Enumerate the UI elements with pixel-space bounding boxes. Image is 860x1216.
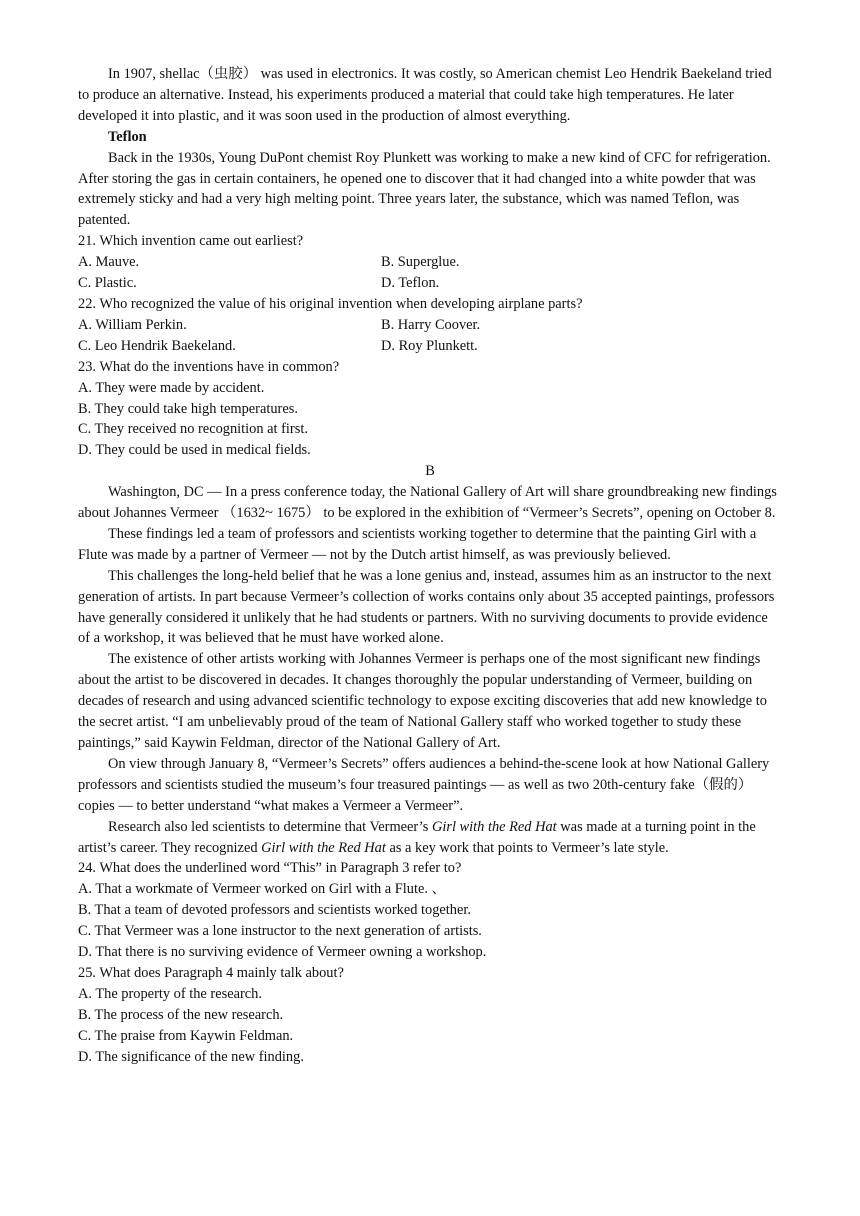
question-21-option-c: C. Plastic. xyxy=(78,275,137,292)
question-22-option-c: C. Leo Hendrik Baekeland. xyxy=(78,337,236,354)
section-heading-teflon: Teflon xyxy=(108,128,147,145)
question-22-option-d: D. Roy Plunkett. xyxy=(381,337,478,354)
painting-title: Girl with the Red Hat xyxy=(431,818,557,835)
paragraph-b-4: The existence of other artists working with Johannes Vermeer is perhaps one of the most significant new findings about the artist to be discovered in decades. It changes thoroughly the popular understanding of Vermeer, building on decades of research and using advanced scientific technology to expose exciting discoveries that add new knowledge to the secret artist. “I am unbelievably proud of the team of National Gallery staff who worked together to study these paintings,” said Kaywin Feldman, director of the National Gallery of Art. xyxy=(78,651,767,751)
question-24-stem: 24. What does the underlined word “This” in Paragraph 3 refer to? xyxy=(78,860,462,877)
paragraph-b-5: On view through January 8, “Vermeer’s Secrets” offers audiences a behind-the-scene look at how National Gallery professors and scientists studied the museum’s four treasured paintings — as well as two 20th-century fake（假的） copies — to better understand “what makes a Vermeer a Vermeer”. xyxy=(78,755,770,814)
paragraph-b-6 xyxy=(78,817,782,859)
question-25-option-b: B. The process of the new research. xyxy=(78,1006,284,1023)
paragraph-b-6-part-1: Research also led scientists to determine that Vermeer’s xyxy=(108,818,432,835)
section-label-b: B xyxy=(425,463,435,480)
painting-title: Girl with the Red Hat xyxy=(261,839,386,856)
question-22-options-row-1 xyxy=(78,315,782,336)
paragraph-b-2: These findings led a team of professors and scientists working together to determine that the painting Girl with a Flute was made by a partner of Vermeer — not by the Dutch artist himself, as was previously believed. xyxy=(78,525,757,563)
question-24-option-d: D. That there is no surviving evidence of Vermeer owning a workshop. xyxy=(78,944,487,961)
question-22-stem: 22. Who recognized the value of his original invention when developing airplane parts? xyxy=(78,295,583,312)
question-25-option-a: A. The property of the research. xyxy=(78,985,262,1002)
question-21-options-row-2 xyxy=(78,273,782,294)
question-25-option-c: C. The praise from Kaywin Feldman. xyxy=(78,1027,294,1044)
question-21-options-row-1 xyxy=(78,252,782,273)
question-24-option-a: A. That a workmate of Vermeer worked on Girl with a Flute. 、 xyxy=(78,881,446,898)
question-24-option-c: C. That Vermeer was a lone instructor to the next generation of artists. xyxy=(78,923,482,940)
question-25-stem: 25. What does Paragraph 4 mainly talk about? xyxy=(78,964,344,981)
question-24-option-b: B. That a team of devoted professors and scientists worked together. xyxy=(78,902,471,919)
paragraph-teflon: Back in the 1930s, Young DuPont chemist Roy Plunkett was working to make a new kind of CFC for refrigeration. After storing the gas in certain containers, he opened one to discover that it had changed into a white powder that was extremely sticky and had a very high melting point. Three years later, the substance, which was named Teflon, was patented. xyxy=(78,149,771,229)
question-21-stem: 21. Which invention came out earliest? xyxy=(78,233,304,250)
question-22-option-b: B. Harry Coover. xyxy=(381,316,481,333)
question-23-option-c: C. They received no recognition at first. xyxy=(78,421,308,438)
question-23-stem: 23. What do the inventions have in common? xyxy=(78,358,340,375)
question-22-option-a: A. William Perkin. xyxy=(78,316,187,333)
paragraph-b-6-part-2: was made at a turning point in the artist’s career. They recognized xyxy=(78,818,756,856)
question-23-option-d: D. They could be used in medical fields. xyxy=(78,442,311,459)
question-21-option-d: D. Teflon. xyxy=(381,275,440,292)
paragraph-b-6-part-3: as a key work that points to Vermeer’s late style. xyxy=(385,839,669,856)
question-23-option-b: B. They could take high temperatures. xyxy=(78,400,298,417)
question-21-option-a: A. Mauve. xyxy=(78,254,140,271)
question-22-options-row-2 xyxy=(78,336,782,357)
question-23-option-a: A. They were made by accident. xyxy=(78,379,265,396)
question-25-option-d: D. The significance of the new finding. xyxy=(78,1048,304,1065)
paragraph-b-3: This challenges the long-held belief that he was a lone genius and, instead, assumes him as an instructor to the next generation of artists. In part because Vermeer’s collection of works contains only about 35 accepted paintings, professors have generally considered it unlikely that he had students or partners. With no surviving documents to provide evidence of a workshop, it was believed that he must have worked alone. xyxy=(78,567,775,647)
paragraph-shellac: In 1907, shellac（虫胶） was used in electronics. It was costly, so American chemist Leo Hendrik Baekeland tried to produce an alternative. Instead, his experiments produced a material that could take high temperatures. He later developed it into plastic, and it was soon used in the production of almost everything. xyxy=(78,66,772,124)
question-21-option-b: B. Superglue. xyxy=(381,254,460,271)
paragraph-b-1: Washington, DC — In a press conference today, the National Gallery of Art will share groundbreaking new findings about Johannes Vermeer （1632~ 1675） to be explored in the exhibition of “Vermeer’s Secrets”, opening on October 8. xyxy=(78,484,777,522)
